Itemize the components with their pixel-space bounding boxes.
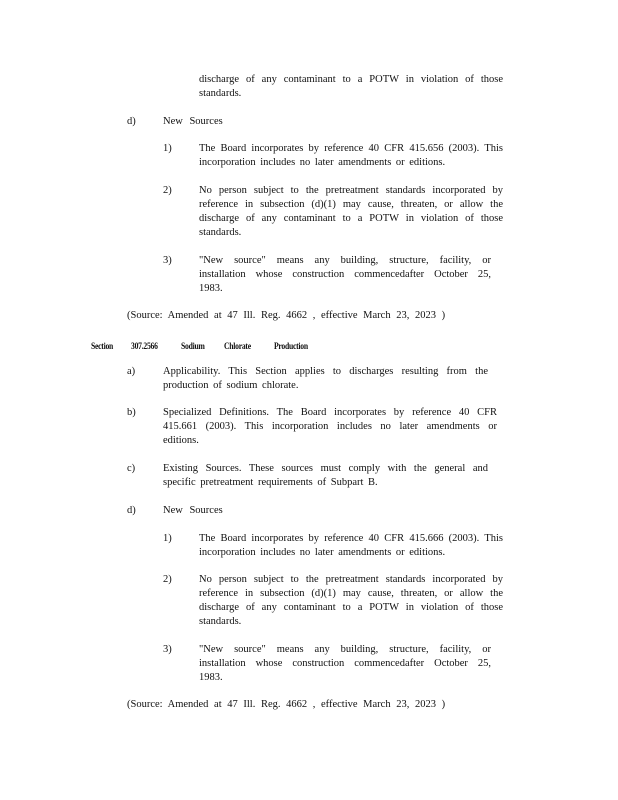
- item-number: 3): [163, 644, 172, 655]
- item-text: No person subject to the pretreatment standards incorporated by reference in subsection (d)(1) may cause, threaten, or allow the discharge of any contaminant to a POTW in violation of those standards.: [199, 185, 503, 238]
- source-note: (Source: Amended at 47 Ill. Reg. 4662 , effective March 23, 2023 ): [127, 310, 446, 321]
- subsection-c-label: c): [127, 463, 136, 474]
- item-text: "New source" means any building, structure, facility, or installation whose construction commencedafter October 25, 1983.: [199, 644, 491, 683]
- item-number: 3): [163, 255, 172, 266]
- item-text: The Board incorporates by reference 40 CFR 415.656 (2003). This incorporation includes no later amendments or editions.: [199, 143, 503, 168]
- continuation-paragraph: discharge of any contaminant to a POTW in violation of those standards.: [199, 74, 503, 99]
- item-text: The Board incorporates by reference 40 CFR 415.666 (2003). This incorporation includes no later amendments or editions.: [199, 533, 503, 558]
- item-number: 2): [163, 185, 172, 196]
- subsection-c-text: Existing Sources. These sources must comply with the general and specific pretreatment requirements of Subpart B.: [163, 463, 488, 488]
- item-text: No person subject to the pretreatment standards incorporated by reference in subsection (d)(1) may cause, threaten, or allow the discharge of any contaminant to a POTW in violation of those standards.: [199, 574, 503, 627]
- section-title-word: Chlorate: [224, 341, 251, 351]
- section-title-word: Sodium: [181, 341, 205, 351]
- section-number: 307.2566: [131, 341, 158, 351]
- section-title-word: Production: [274, 341, 308, 351]
- subsection-a-text: Applicability. This Section applies to discharges resulting from the production of sodium chlorate.: [163, 366, 488, 391]
- subsection-b-label: b): [127, 407, 136, 418]
- source-note: (Source: Amended at 47 Ill. Reg. 4662 , effective March 23, 2023 ): [127, 699, 446, 710]
- item-text: "New source" means any building, structure, facility, or installation whose construction commencedafter October 25, 1983.: [199, 255, 491, 294]
- section-word: Section: [91, 341, 114, 351]
- subsection-a-label: a): [127, 366, 136, 377]
- subsection-d-title: New Sources: [163, 505, 223, 516]
- item-number: 1): [163, 533, 172, 544]
- subsection-d-title: New Sources: [163, 116, 223, 127]
- item-number: 1): [163, 143, 172, 154]
- subsection-b-text: Specialized Definitions. The Board incorporates by reference 40 CFR 415.661 (2003). This incorporation includes no later amendments or editions.: [163, 407, 497, 446]
- subsection-d-label: d): [127, 116, 136, 127]
- item-number: 2): [163, 574, 172, 585]
- subsection-d-label: d): [127, 505, 136, 516]
